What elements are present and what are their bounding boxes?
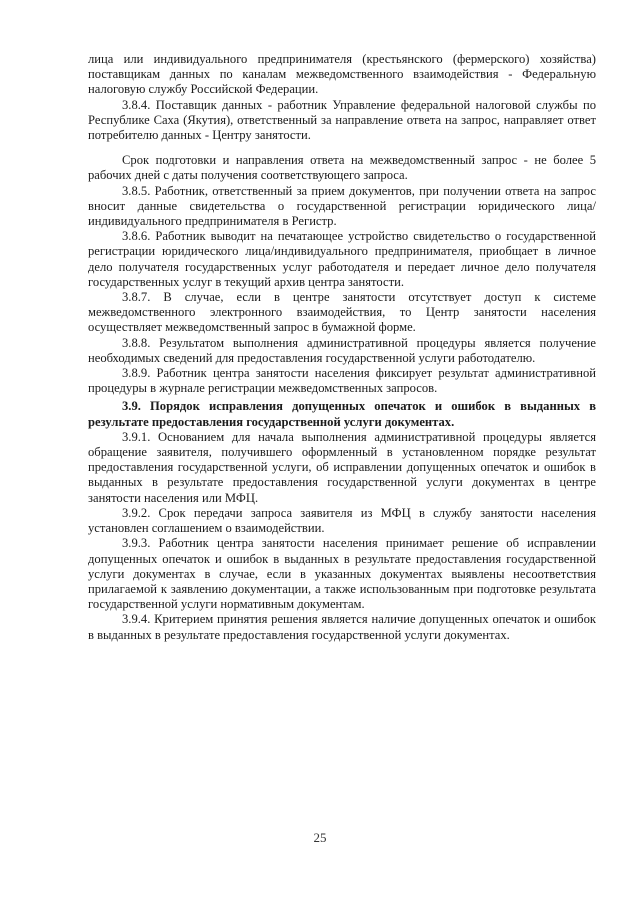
paragraph-continuation: лица или индивидуального предпринимателя (крестьянского (фермерского) хозяйства) поставщикам данных по каналам межведомственного взаимодействия - Федеральную налоговую службу Российской Федерации. xyxy=(88,52,596,97)
section-heading-3-9: 3.9. Порядок исправления допущенных опечаток и ошибок в выданных в результате предоставления государственной услуги документах. xyxy=(88,399,596,429)
paragraph-3-8-6: 3.8.6. Работник выводит на печатающее устройство свидетельство о государственной регистрации юридического лица/индивидуального предпринимателя, приобщает в личное дело получателя государственных услуг работодателя и передает личное дело получателя государственных услуг в текущий архив центра занятости. xyxy=(88,229,596,289)
paragraph-deadline: Срок подготовки и направления ответа на межведомственный запрос - не более 5 рабочих дней с даты получения соответствующего запроса. xyxy=(88,153,596,183)
paragraph-3-8-4: 3.8.4. Поставщик данных - работник Управление федеральной налоговой службы по Республике Саха (Якутия), ответственный за направление ответа на запрос, направляет ответ потребителю данных - Центру занятости. xyxy=(88,97,596,143)
paragraph-3-8-5: 3.8.5. Работник, ответственный за прием документов, при получении ответа на запрос вносит данные свидетельства о государственной регистрации юридического лица/индивидуального предпринимателя в Регистр. xyxy=(88,183,596,229)
paragraph-3-9-3: 3.9.3. Работник центра занятости населения принимает решение об исправлении допущенных опечаток и ошибок в выданных в результате предоставления государственной услуги документах в случае, если в указанных документах выявлены несоответствия прилагаемой к заявлению документации, а также использованным при подготовке результата государственной услуги нормативным документам. xyxy=(88,536,596,612)
paragraph-3-8-7: 3.8.7. В случае, если в центре занятости отсутствует доступ к системе межведомственного электронного взаимодействия, то Центр занятости населения осуществляет межведомственный запрос в бумажной форме. xyxy=(88,290,596,335)
paragraph-3-9-4: 3.9.4. Критерием принятия решения является наличие допущенных опечаток и ошибок в выданных в результате предоставления государственной услуги документах. xyxy=(88,612,596,642)
page-number: 25 xyxy=(313,830,327,845)
paragraph-3-9-2: 3.9.2. Срок передачи запроса заявителя из МФЦ в службу занятости населения установлен соглашением о взаимодействии. xyxy=(88,505,596,536)
paragraph-3-8-8: 3.8.8. Результатом выполнения административной процедуры является получение необходимых сведений для предоставления государственной услуги работодателю. xyxy=(88,335,596,365)
document-page xyxy=(88,52,596,643)
paragraph-3-9-1: 3.9.1. Основанием для начала выполнения административной процедуры является обращение заявителя, получившего оформленный в установленном порядке результат предоставления государственной услуги, об исправлении допущенных опечаток и ошибок в выданных в результате предоставления государственной услуги документах в центре занятости населения или МФЦ. xyxy=(88,429,596,505)
paragraph-3-8-9: 3.8.9. Работник центра занятости населения фиксирует результат административной процедуры в журнале регистрации межведомственных запросов. xyxy=(88,366,596,396)
